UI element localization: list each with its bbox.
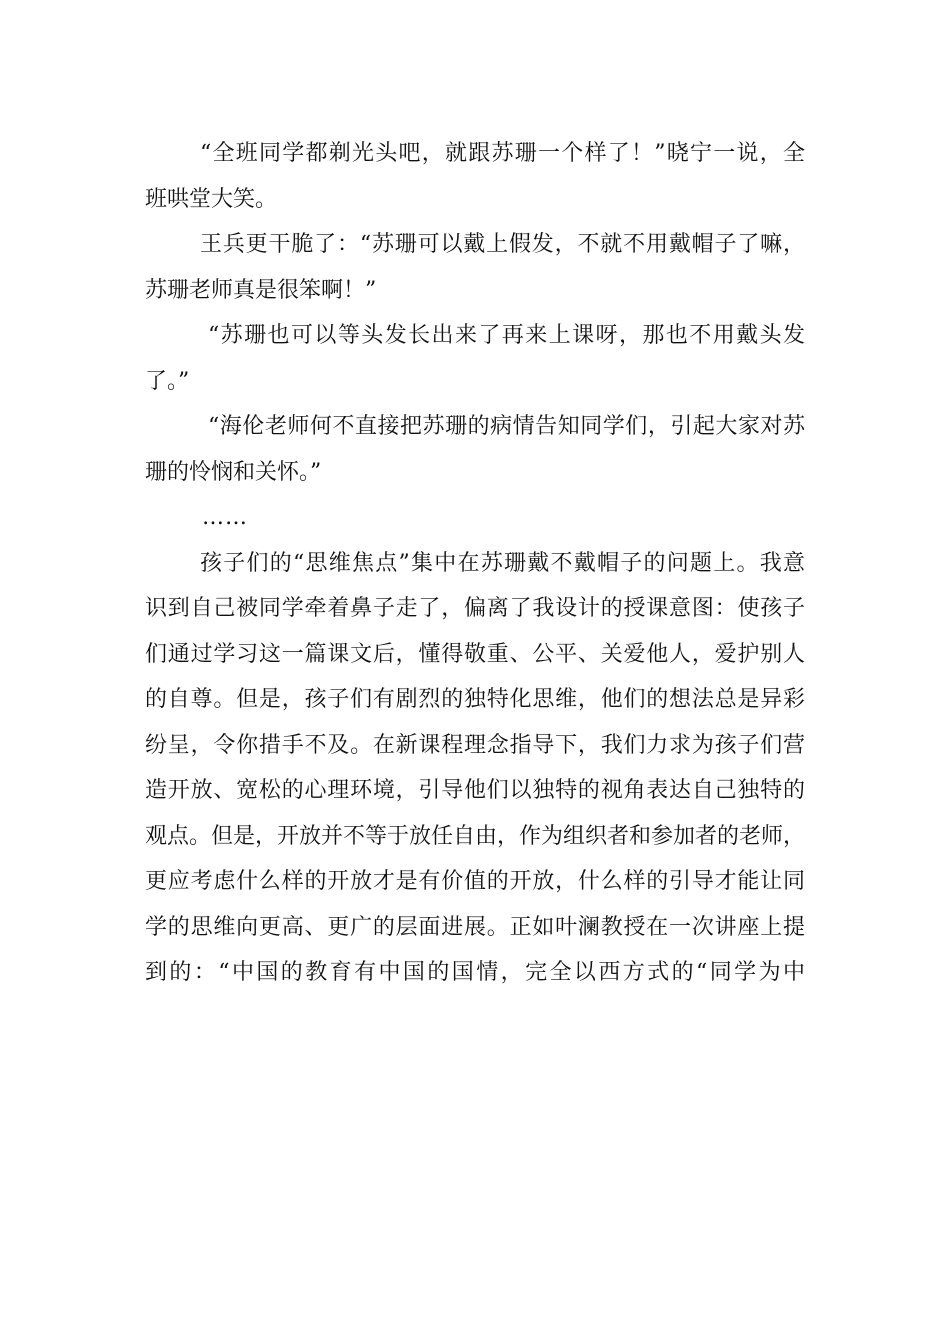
- paragraph-line: 更应考虑什么样的开放才是有价值的开放，什么样的引导才能让同: [145, 869, 805, 894]
- paragraph-line: “海伦老师何不直接把苏珊的病情告知同学们，引起大家对苏: [208, 414, 805, 439]
- paragraph-line: 观点。但是，开放并不等于放任自由，作为组织者和参加者的老师，: [145, 823, 806, 849]
- paragraph-line: “苏珊也可以等头发长出来了再来上课呀，那也不用戴头发: [208, 323, 805, 348]
- paragraph-line: 们通过学习这一篇课文后，懂得敬重、公平、关爱他人，爱护别人: [145, 641, 805, 667]
- ellipsis-line: ……: [202, 505, 248, 530]
- paragraph-line: 珊的怜悯和关怀。”: [145, 459, 322, 485]
- paragraph-line: 的自尊。但是，孩子们有剧烈的独特化思维，他们的想法总是异彩: [145, 687, 805, 712]
- paragraph-line: 班哄堂大笑。: [145, 186, 278, 212]
- paragraph-line: “全班同学都剃光头吧，就跟苏珊一个样了！”晓宁一说，全: [200, 141, 805, 166]
- paragraph-line: 造开放、宽松的心理环境，引导他们以独特的视角表达自己独特的: [145, 778, 805, 803]
- paragraph-line: 学的思维向更高、更广的层面进展。正如叶澜教授在一次讲座上提: [145, 914, 805, 940]
- paragraph-line: 王兵更干脆了：“苏珊可以戴上假发，不就不用戴帽子了嘛，: [200, 232, 805, 257]
- paragraph-line: 了。”: [145, 368, 190, 394]
- document-body: [145, 131, 805, 996]
- paragraph-line: 识到自己被同学牵着鼻子走了，偏离了我设计的授课意图：使孩子: [145, 596, 805, 621]
- paragraph-line: 苏珊老师真是很笨啊！”: [145, 277, 377, 303]
- paragraph-line: 到的：“中国的教育有中国的国情，完全以西方式的“同学为中: [145, 960, 805, 985]
- paragraph-line: 孩子们的“思维焦点”集中在苏珊戴不戴帽子的问题上。我意: [200, 550, 805, 576]
- paragraph-line: 纷呈，令你措手不及。在新课程理念指导下，我们力求为孩子们营: [145, 732, 805, 758]
